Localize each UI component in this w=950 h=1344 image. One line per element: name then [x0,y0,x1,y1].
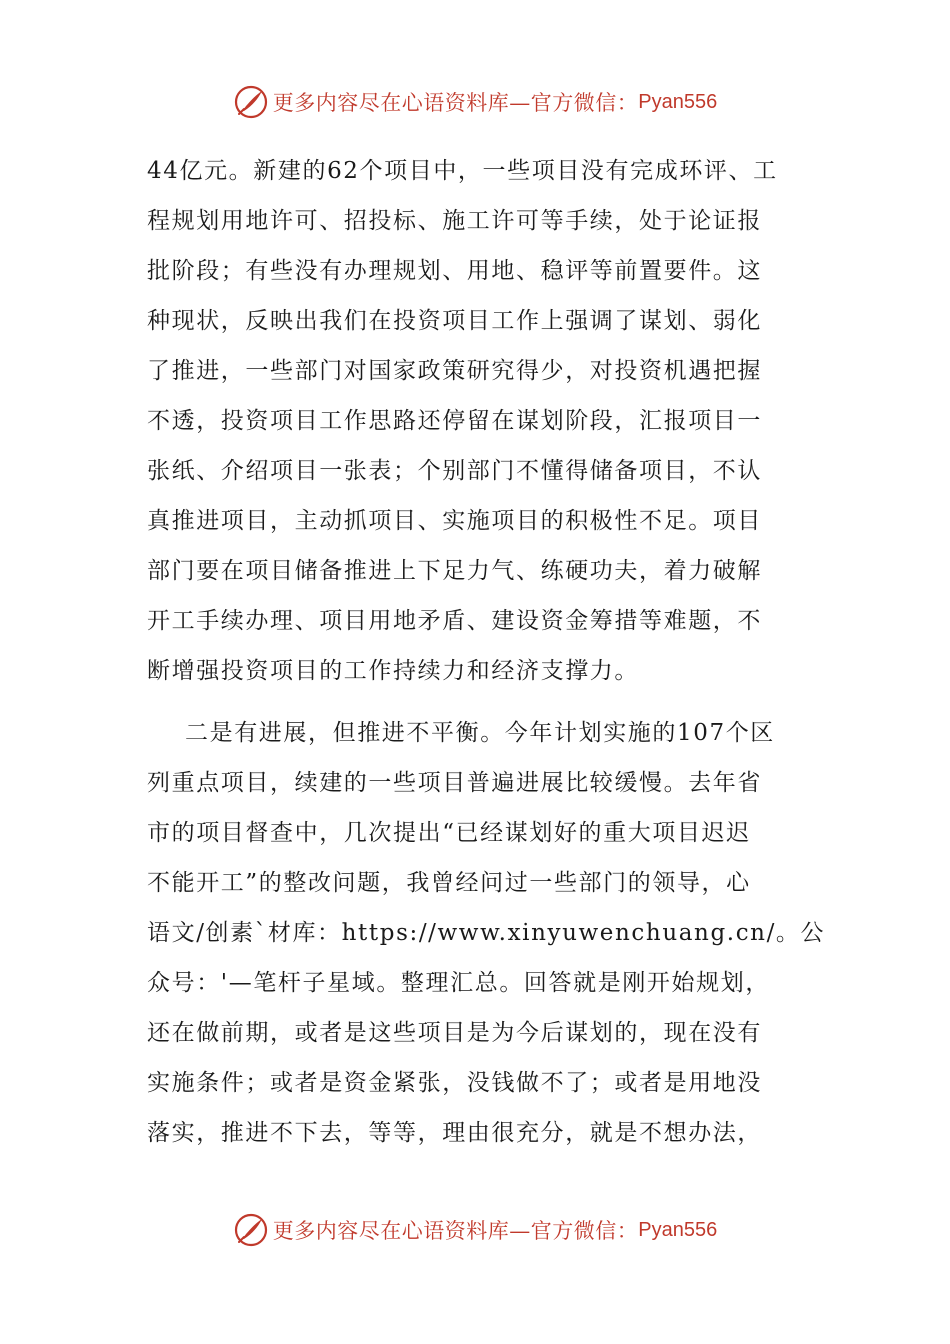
paragraph-2 [147,708,826,1158]
footer-banner-text: 更多内容尽在心语资料库—官方微信： [272,1219,639,1243]
text-line: 列重点项目，续建的一些项目普遍进展比较缓慢。去年省 [147,770,762,796]
text-line: 不透，投资项目工作思路还停留在谋划阶段，汇报项目一 [147,408,762,434]
text-line: 不能开工”的整改问题，我曾经问过一些部门的领导，心 [147,870,751,896]
text-line: 语文/创素`材库：https://www.xinyuwenchuang.cn/。公 [147,920,826,946]
text-line: 众号：'—笔杆子星域。整理汇总。回答就是刚开始规划， [147,970,770,996]
paragraph-1 [147,146,797,696]
header-banner-id: Pyan556 [638,90,718,113]
footer-banner [0,1208,950,1252]
document-body [147,146,826,1158]
header-banner [0,80,950,124]
text-line: 了推进，一些部门对国家政策研究得少，对投资机遇把握 [147,358,762,384]
header-banner-text: 更多内容尽在心语资料库—官方微信： [272,91,639,115]
text-line: 断增强投资项目的工作持续力和经济支撑力。 [147,658,639,684]
text-line: 部门要在项目储备推进上下足力气、练硬功夫，着力破解 [147,558,762,584]
quill-logo-icon [233,1212,269,1248]
text-line: 还在做前期，或者是这些项目是为今后谋划的，现在没有 [147,1020,762,1046]
text-line: 张纸、介绍项目一张表；个别部门不懂得储备项目，不认 [147,458,762,484]
text-line: 种现状，反映出我们在投资项目工作上强调了谋划、弱化 [147,308,762,334]
text-line: 市的项目督查中，几次提出“已经谋划好的重大项目迟迟 [147,820,751,846]
text-line: 实施条件；或者是资金紧张，没钱做不了；或者是用地没 [147,1070,762,1096]
text-line: 开工手续办理、项目用地矛盾、建设资金筹措等难题，不 [147,608,762,634]
text-line: 44亿元。新建的62个项目中，一些项目没有完成环评、工 [147,158,778,184]
text-line: 批阶段；有些没有办理规划、用地、稳评等前置要件。这 [147,258,762,284]
text-line: 落实，推进不下去，等等，理由很充分，就是不想办法， [147,1120,762,1146]
quill-logo-icon [233,84,269,120]
footer-banner-id: Pyan556 [638,1218,718,1241]
text-line: 真推进项目，主动抓项目、实施项目的积极性不足。项目 [147,508,762,534]
text-line: 二是有进展，但推进不平衡。今年计划实施的107个区 [185,720,775,746]
text-line: 程规划用地许可、招投标、施工许可等手续，处于论证报 [147,208,762,234]
